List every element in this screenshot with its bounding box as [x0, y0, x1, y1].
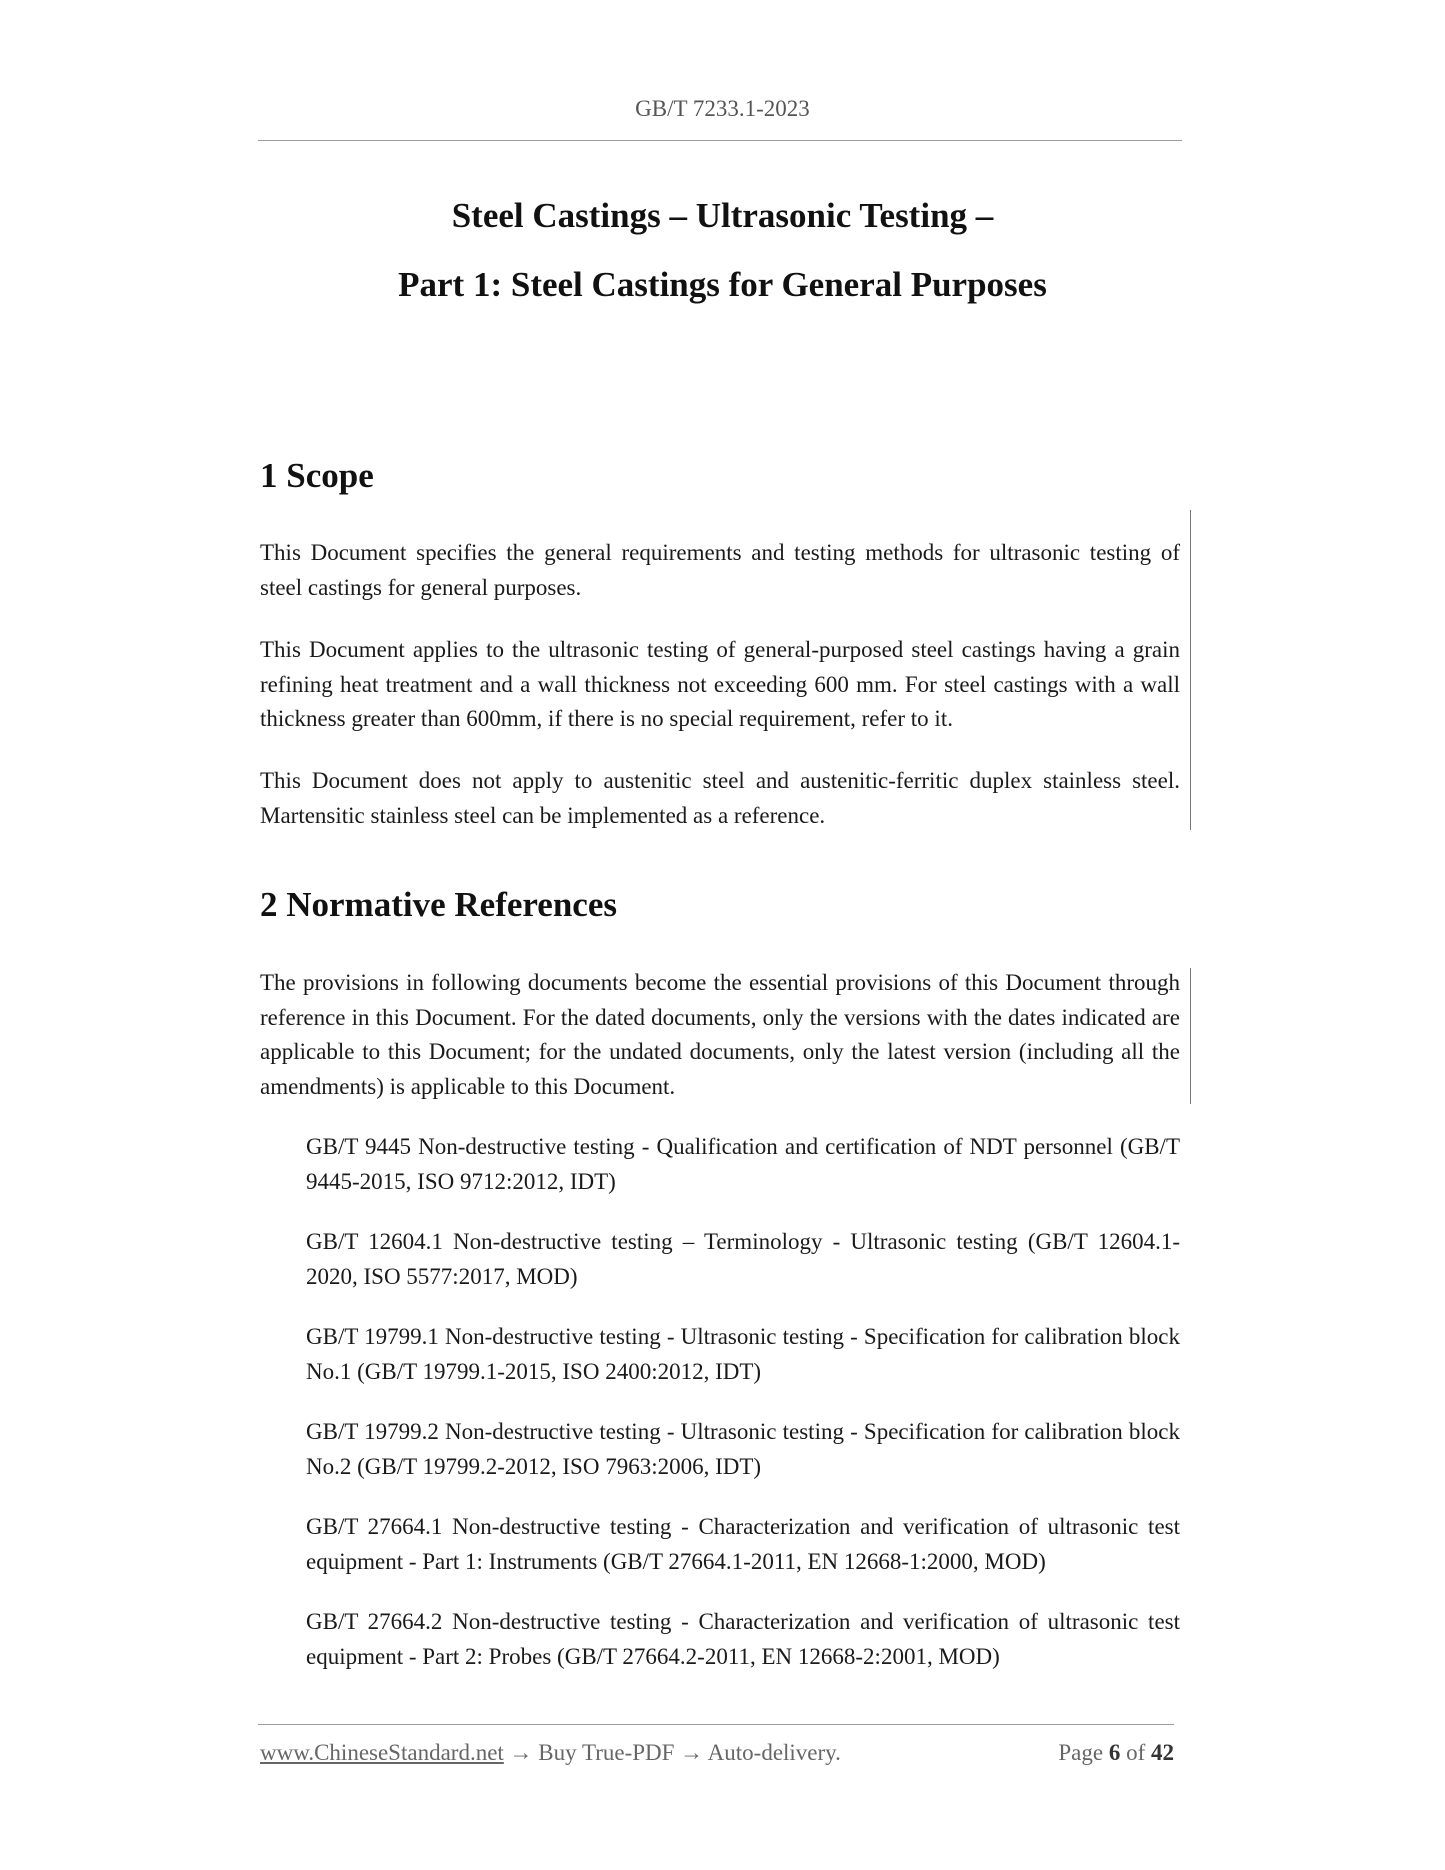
document-title-line2: Part 1: Steel Castings for General Purposes — [398, 265, 1047, 304]
reference-item: GB/T 27664.2 Non-destructive testing - Characterization and verification of ultrasonic test equipment - Part 2: Probes (GB/T 27664.2-2011, EN 12668-2:2001, MOD) — [306, 1609, 1180, 1669]
document-title-line1: Steel Castings – Ultrasonic Testing – — [451, 196, 994, 235]
reference-item: GB/T 19799.2 Non-destructive testing - Ultrasonic testing - Specification for calibration block No.2 (GB/T 19799.2-2012, ISO 7963:2006, IDT) — [306, 1419, 1180, 1479]
page-label: Page — [1058, 1740, 1104, 1765]
page-indicator — [1058, 1740, 1174, 1766]
section-heading-scope: 1 Scope — [260, 456, 374, 495]
scope-paragraph: This Document applies to the ultrasonic testing of general-purposed steel castings having a grain refining heat treatment and a wall thickness not exceeding 600 mm. For steel castings with a wall thickness greater than 600mm, if there is no special requirement, refer to it. — [260, 637, 1180, 731]
total-pages-number: 42 — [1151, 1740, 1174, 1765]
section-heading-normative-references: 2 Normative References — [260, 885, 617, 924]
reference-item: GB/T 19799.1 Non-destructive testing - Ultrasonic testing - Specification for calibration block No.1 (GB/T 19799.1-2015, ISO 2400:2012, IDT) — [306, 1324, 1180, 1384]
website-link[interactable]: www.ChineseStandard.net — [260, 1740, 504, 1765]
references-intro-paragraph: The provisions in following documents become the essential provisions of this Document through reference in this Document. For the dated documents, only the versions with the dates indicated are applicable to this Document; for the undated documents, only the latest version (including all the amendments) is applicable to this Document. — [260, 970, 1180, 1099]
reference-item: GB/T 9445 Non-destructive testing - Qualification and certification of NDT personnel (GB/T 9445-2015, ISO 9712:2012, IDT) — [306, 1134, 1180, 1194]
doc-number-header: GB/T 7233.1-2023 — [635, 96, 810, 121]
promo-text: → Buy True-PDF → Auto-delivery. — [503, 1740, 841, 1765]
reference-item: GB/T 12604.1 Non-destructive testing – Terminology - Ultrasonic testing (GB/T 12604.1-2020, ISO 5577:2017, MOD) — [306, 1229, 1180, 1289]
of-label: of — [1126, 1740, 1146, 1765]
reference-item: GB/T 27664.1 Non-destructive testing - Characterization and verification of ultrasonic test equipment - Part 1: Instruments (GB/T 27664.1-2011, EN 12668-1:2000, MOD) — [306, 1514, 1180, 1574]
reference-list — [306, 1130, 1180, 1700]
revision-bar — [1190, 968, 1191, 1104]
page-footer — [260, 1740, 1174, 1766]
scope-paragraph: This Document specifies the general requirements and testing methods for ultrasonic testing of steel castings for general purposes. — [260, 540, 1180, 600]
header-divider — [258, 140, 1182, 141]
current-page-number: 6 — [1108, 1740, 1121, 1765]
scope-paragraph: This Document does not apply to austenitic steel and austenitic-ferritic duplex stainless steel. Martensitic stainless steel can be implemented as a reference. — [260, 768, 1180, 828]
footer-divider — [258, 1724, 1174, 1725]
revision-bar — [1190, 510, 1191, 830]
